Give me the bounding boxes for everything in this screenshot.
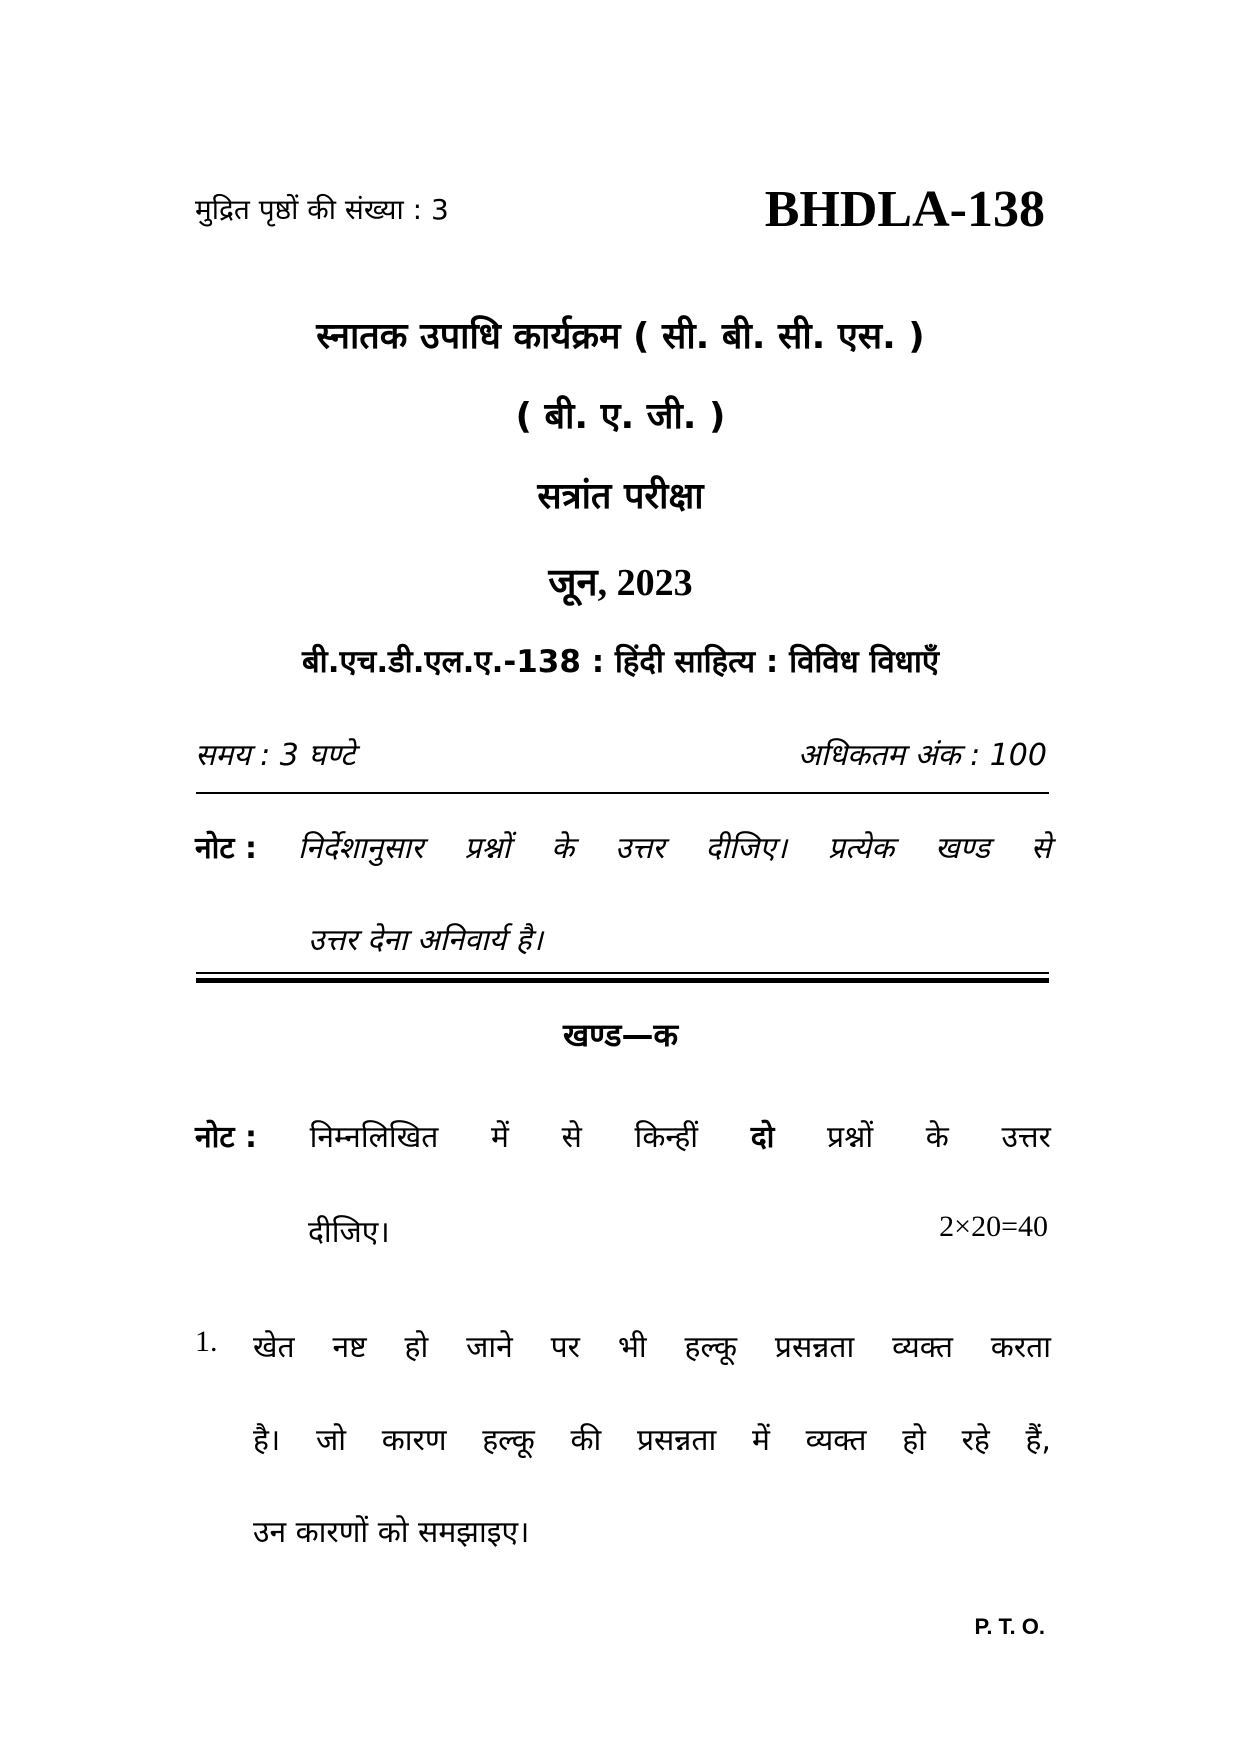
- question-word: भी: [617, 1330, 647, 1365]
- note-word: प्रत्येक: [827, 831, 895, 866]
- programme-title: स्नातक उपाधि कार्यक्रम ( सी. बी. सी. एस. ): [316, 316, 925, 357]
- note-label: नोट :: [195, 1120, 257, 1155]
- note-word: प्रश्नों: [827, 1120, 874, 1155]
- question-word: व्यक्त: [892, 1330, 953, 1365]
- question-word: में: [751, 1423, 770, 1458]
- note-word: से: [1030, 831, 1051, 866]
- note-word: में: [491, 1120, 509, 1155]
- note-word: उत्तर: [1001, 1120, 1051, 1155]
- general-note-line1: [195, 826, 1051, 867]
- question-word: प्रसन्नता: [774, 1330, 855, 1365]
- note-word: के: [925, 1120, 949, 1155]
- note-word: के: [551, 831, 575, 866]
- exam-title: सत्रांत परीक्षा: [537, 476, 704, 517]
- question-word: की: [570, 1423, 602, 1458]
- section-title: खण्ड—क: [562, 1016, 679, 1054]
- question-word: हल्कू: [482, 1423, 535, 1458]
- double-divider-top: [196, 972, 1049, 974]
- course-code: BHDLA-138: [764, 181, 1045, 238]
- double-divider-bottom: [196, 978, 1049, 983]
- note-word: किन्हीं: [634, 1120, 699, 1155]
- question-word: प्रसन्नता: [636, 1423, 717, 1458]
- section-note-line2: दीजिए।: [308, 1215, 390, 1250]
- question-word: कारण: [381, 1423, 447, 1458]
- max-marks: अधिकतम अंक : 100: [797, 738, 1047, 773]
- note-label: नोट :: [195, 831, 257, 866]
- question-word: हो: [902, 1423, 926, 1458]
- note-word: खण्ड: [934, 831, 990, 866]
- printed-pages-count: मुद्रित पृष्ठों की संख्या : 3: [195, 193, 449, 226]
- exam-duration: समय : 3 घण्टे: [195, 738, 356, 773]
- question-line3: उन कारणों को समझाइए।: [253, 1515, 530, 1550]
- question-word: है।: [253, 1423, 281, 1458]
- note-emphasis-word: दो: [750, 1120, 775, 1155]
- question-line2: [253, 1418, 1051, 1459]
- question-word: जाने: [466, 1330, 513, 1365]
- question-word: व्यक्त: [805, 1423, 867, 1458]
- question-word: हैं,: [1025, 1423, 1051, 1458]
- exam-session: जून, 2023: [548, 562, 693, 604]
- question-line1: [253, 1325, 1051, 1366]
- note-word: उत्तर: [615, 831, 665, 866]
- section-note-line1: [195, 1115, 1051, 1156]
- question-word: हो: [404, 1330, 429, 1365]
- course-title: बी.एच.डी.एल.ए.-138 : हिंदी साहित्य : विविध विधाएँ: [301, 644, 939, 680]
- note-word: निर्देशानुसार: [297, 831, 424, 866]
- question-word: पर: [550, 1330, 580, 1365]
- note-word: निम्नलिखित: [309, 1120, 439, 1155]
- question-number: 1.: [195, 1325, 218, 1358]
- note-word: दीजिए।: [705, 831, 788, 866]
- divider-line: [196, 792, 1049, 794]
- question-word: करता: [990, 1330, 1051, 1365]
- note-word: प्रश्नों: [464, 831, 511, 866]
- please-turn-over: P. T. O.: [974, 1614, 1045, 1639]
- question-word: नष्ट: [332, 1330, 367, 1365]
- question-word: खेत: [253, 1330, 295, 1365]
- degree-title: ( बी. ए. जी. ): [515, 396, 726, 437]
- note-word: से: [561, 1120, 582, 1155]
- question-word: रहे: [961, 1423, 990, 1458]
- question-word: जो: [316, 1423, 347, 1458]
- marks-allocation: 2×20=40: [939, 1210, 1048, 1243]
- question-word: हल्कू: [684, 1330, 738, 1365]
- general-note-line2: उत्तर देना अनिवार्य है।: [308, 923, 543, 958]
